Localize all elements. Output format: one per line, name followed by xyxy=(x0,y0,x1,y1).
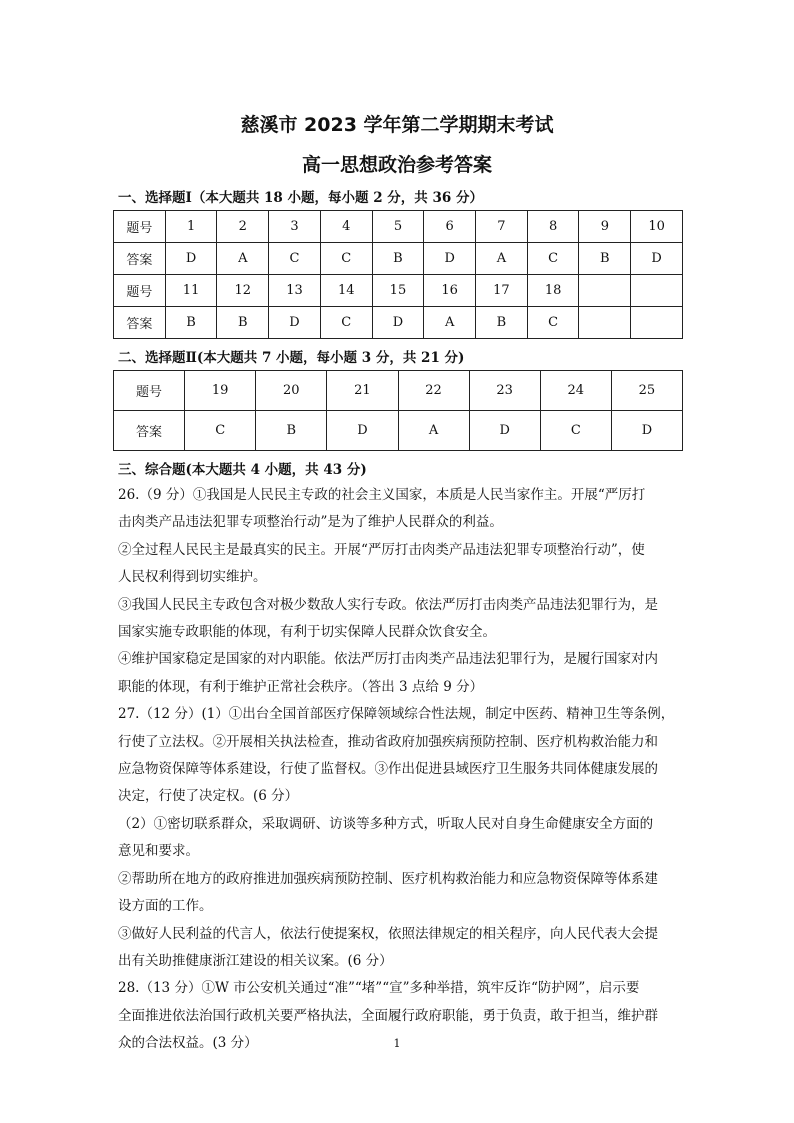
answer-table-1 xyxy=(113,210,683,339)
table-cell xyxy=(631,275,683,307)
table-cell: C xyxy=(527,243,579,275)
table-cell xyxy=(579,275,631,307)
table-cell: C xyxy=(540,411,611,451)
answer-line: 全面推进依法治国行政机关要严格执法，全面履行政府职能，勇于负责，敢于担当，维护群 xyxy=(118,1007,658,1024)
table-cell: 17 xyxy=(476,275,528,307)
table-cell: 7 xyxy=(476,211,528,243)
document-subtitle: 高一思想政治参考答案 xyxy=(301,154,492,176)
table-row xyxy=(114,211,683,243)
table-cell: 11 xyxy=(165,275,217,307)
table-row xyxy=(114,243,683,275)
comprehensive-answers xyxy=(118,482,684,1058)
table-cell: C xyxy=(269,243,321,275)
table-cell: 24 xyxy=(540,371,611,411)
table-cell: D xyxy=(469,411,540,451)
table-cell: D xyxy=(611,411,682,451)
answer-line: 行使了立法权。②开展相关执法检查，推动省政府加强疾病预防控制、医疗机构救治能力和 xyxy=(118,733,658,750)
table-cell: 19 xyxy=(185,371,256,411)
answer-line: ②帮助所在地方的政府推进加强疾病预防控制、医疗机构救治能力和应急物资保障等体系建 xyxy=(118,870,658,887)
table-cell: B xyxy=(256,411,327,451)
table-cell: 15 xyxy=(372,275,424,307)
table-cell: 6 xyxy=(424,211,476,243)
page-number: 1 xyxy=(393,1037,401,1050)
answer-line: 众的合法权益。(3 分） xyxy=(118,1035,258,1052)
table-cell: D xyxy=(631,243,683,275)
table-cell: 21 xyxy=(327,371,398,411)
table-cell: D xyxy=(269,307,321,339)
table-cell: B xyxy=(372,243,424,275)
table-row xyxy=(114,307,683,339)
answer-line: ④维护国家稳定是国家的对内职能。依法严厉打击肉类产品违法犯罪行为，是履行国家对内 xyxy=(118,651,658,668)
row-label-cell: 答案 xyxy=(114,307,166,339)
section1-heading: 一、选择题Ⅰ（本大题共 18 小题，每小题 2 分，共 36 分） xyxy=(118,190,483,206)
answer-line: 国家实施专政职能的体现，有利于切实保障人民群众饮食安全。 xyxy=(118,624,496,641)
answer-table-2 xyxy=(113,370,683,451)
table-cell: 25 xyxy=(611,371,682,411)
table-cell: 14 xyxy=(320,275,372,307)
table-row xyxy=(114,411,683,451)
table-cell: 23 xyxy=(469,371,540,411)
table-cell: D xyxy=(372,307,424,339)
table-cell: B xyxy=(165,307,217,339)
answer-line: 意见和要求。 xyxy=(118,843,199,860)
table-cell: D xyxy=(165,243,217,275)
answer-line: 击肉类产品违法犯罪专项整治行动”是为了维护人民群众的利益。 xyxy=(118,514,503,531)
table-cell: C xyxy=(320,307,372,339)
answer-line: 27.（12 分）(1）①出台全国首部医疗保障领域综合性法规，制定中医药、精神卫生等条例， xyxy=(118,706,675,723)
table-cell: 20 xyxy=(256,371,327,411)
table-cell: C xyxy=(527,307,579,339)
table-cell: 2 xyxy=(217,211,269,243)
table-cell: 13 xyxy=(269,275,321,307)
table-row xyxy=(114,275,683,307)
table-cell: A xyxy=(424,307,476,339)
table-cell: C xyxy=(320,243,372,275)
table-cell: C xyxy=(185,411,256,451)
table-cell: 3 xyxy=(269,211,321,243)
table-cell: 22 xyxy=(398,371,469,411)
answer-line: 决定，行使了决定权。(6 分） xyxy=(118,788,299,805)
answer-line: 应急物资保障等体系建设，行使了监督权。③作出促进县域医疗卫生服务共同体健康发展的 xyxy=(118,761,658,778)
table-cell: A xyxy=(398,411,469,451)
table-cell: B xyxy=(476,307,528,339)
table-cell: D xyxy=(424,243,476,275)
table-cell xyxy=(579,307,631,339)
row-label-cell: 题号 xyxy=(114,211,166,243)
table-cell: 5 xyxy=(372,211,424,243)
table-cell: A xyxy=(476,243,528,275)
answer-line: 出有关助推健康浙江建设的相关议案。(6 分） xyxy=(118,952,393,969)
document-title: 慈溪市 2023 学年第二学期期末考试 xyxy=(240,114,554,136)
answer-line: 人民权利得到切实维护。 xyxy=(118,569,267,586)
table-cell: 12 xyxy=(217,275,269,307)
table-cell: 10 xyxy=(631,211,683,243)
table-cell: 18 xyxy=(527,275,579,307)
answer-line: ②全过程人民民主是最真实的民主。开展“严厉打击肉类产品违法犯罪专项整治行动”，使 xyxy=(118,541,645,558)
table-cell: B xyxy=(579,243,631,275)
answer-line: ③做好人民利益的代言人，依法行使提案权，依照法律规定的相关程序，向人民代表大会提 xyxy=(118,925,658,942)
table-cell: A xyxy=(217,243,269,275)
table-cell xyxy=(631,307,683,339)
table-cell: 4 xyxy=(320,211,372,243)
row-label-cell: 答案 xyxy=(114,243,166,275)
table-cell: 9 xyxy=(579,211,631,243)
table-cell: D xyxy=(327,411,398,451)
answer-line: ③我国人民民主专政包含对极少数敌人实行专政。依法严厉打击肉类产品违法犯罪行为，是 xyxy=(118,596,658,613)
row-label-cell: 题号 xyxy=(114,371,185,411)
answer-line: （2）①密切联系群众，采取调研、访谈等多种方式，听取人民对自身生命健康安全方面的 xyxy=(118,815,654,832)
table-row xyxy=(114,371,683,411)
row-label-cell: 题号 xyxy=(114,275,166,307)
answer-line: 26.（9 分）①我国是人民民主专政的社会主义国家，本质是人民当家作主。开展“严厉打 xyxy=(118,487,646,503)
table-cell: 8 xyxy=(527,211,579,243)
answer-line: 28.（13 分）①W 市公安机关通过“准”“堵”“宣”多种举措，筑牢反诈“防护网”，启示要 xyxy=(118,980,640,997)
section3-heading: 三、综合题(本大题共 4 小题，共 43 分) xyxy=(118,462,367,478)
row-label-cell: 答案 xyxy=(114,411,185,451)
table-cell: 1 xyxy=(165,211,217,243)
table-cell: 16 xyxy=(424,275,476,307)
section2-heading: 二、选择题Ⅱ(本大题共 7 小题，每小题 3 分，共 21 分) xyxy=(118,350,465,366)
table-cell: B xyxy=(217,307,269,339)
answer-line: 职能的体现，有利于维护正常社会秩序。（答出 3 点给 9 分） xyxy=(118,678,484,695)
answer-line: 设方面的工作。 xyxy=(118,898,213,915)
